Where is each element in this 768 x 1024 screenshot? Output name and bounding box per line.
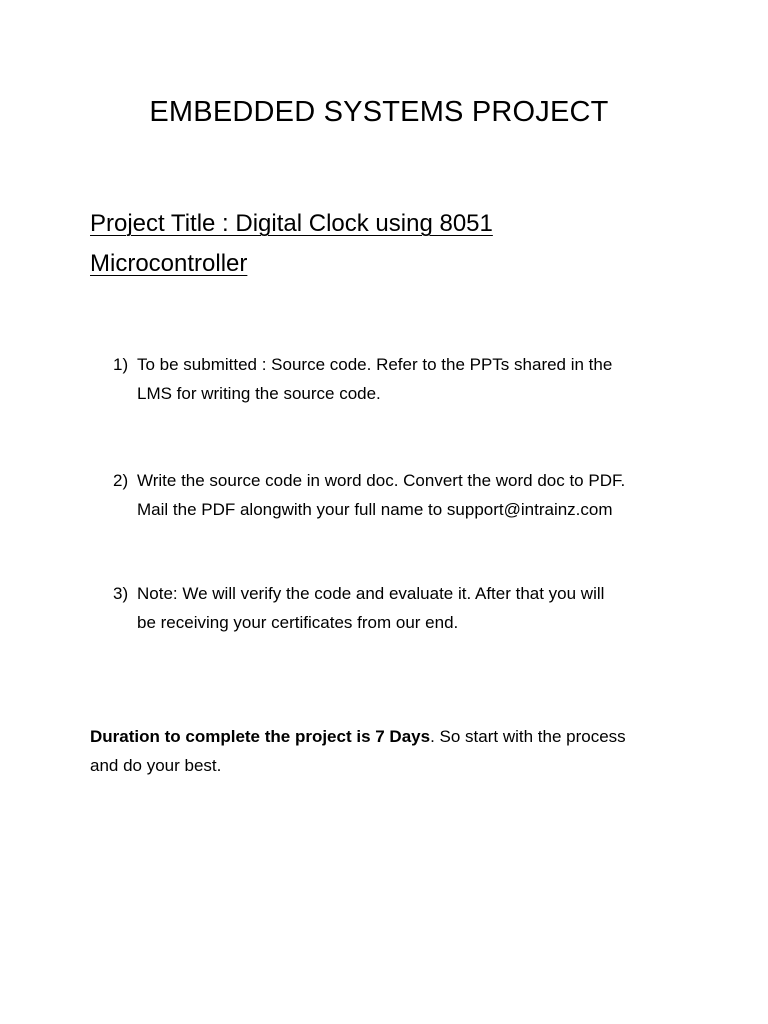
list-item-line-2: LMS for writing the source code.: [137, 384, 381, 403]
list-item-line-1: Write the source code in word doc. Convert the word doc to PDF.: [137, 471, 626, 490]
list-item-number: 3): [113, 584, 129, 603]
duration-line-2: and do your best.: [90, 756, 222, 775]
document-title: EMBEDDED SYSTEMS PROJECT: [149, 96, 609, 128]
project-title: [90, 204, 690, 284]
list-item-text: [137, 579, 693, 637]
duration-bold-text: Duration to complete the project is 7 Days: [90, 727, 431, 746]
duration-line-1: [90, 722, 690, 751]
list-item-3: [113, 579, 693, 637]
duration-paragraph: [90, 722, 690, 780]
duration-rest-text: . So start with the process: [430, 727, 626, 746]
list-item-line-2: Mail the PDF alongwith your full name to support@intrainz.com: [137, 500, 613, 519]
list-item-text: [137, 466, 693, 524]
list-item-2: [113, 466, 693, 524]
list-item-line-1: Note: We will verify the code and evaluate it. After that you will: [137, 584, 605, 603]
project-title-line-1: Project Title : Digital Clock using 8051: [90, 210, 493, 237]
list-item-line-2: be receiving your certificates from our end.: [137, 613, 459, 632]
project-title-line-2: Microcontroller: [90, 250, 248, 277]
list-item-number: 2): [113, 471, 129, 490]
list-item-1: [113, 350, 693, 408]
list-item-line-1: To be submitted : Source code. Refer to the PPTs shared in the: [137, 355, 613, 374]
list-item-text: [137, 350, 693, 408]
list-item-number: 1): [113, 355, 129, 374]
